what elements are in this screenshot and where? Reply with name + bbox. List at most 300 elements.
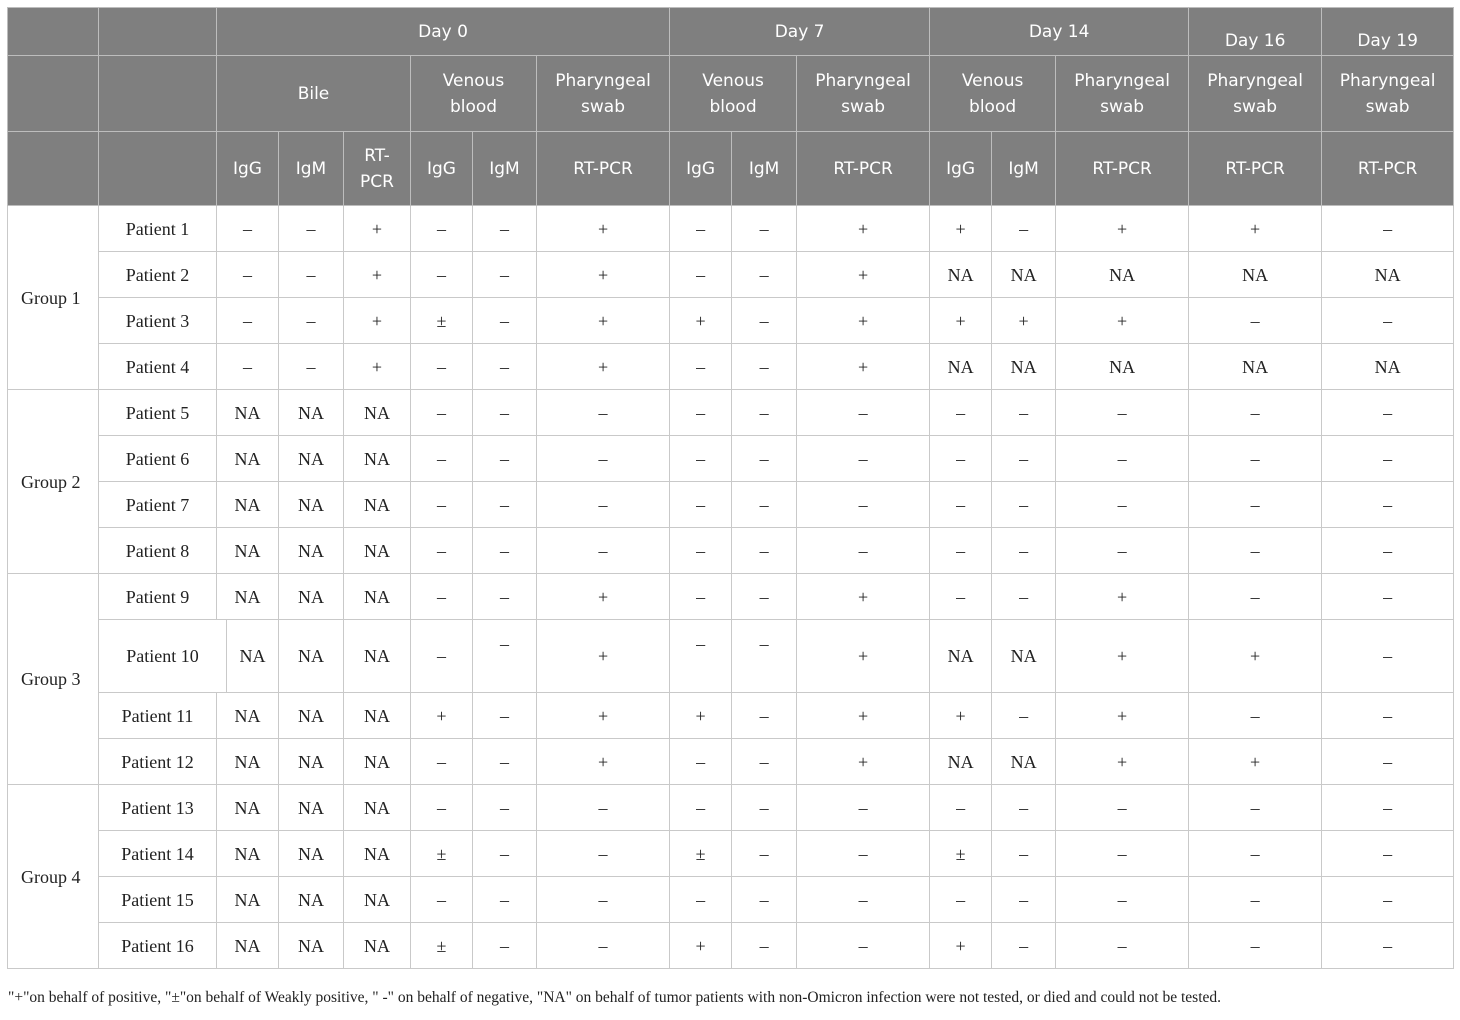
result-cell: – — [992, 923, 1056, 969]
result-cell: – — [732, 923, 797, 969]
result-cell: – — [217, 206, 279, 252]
result-cell: – — [732, 739, 797, 785]
result-cell: – — [992, 206, 1056, 252]
result-cell: – — [473, 739, 537, 785]
result-cell: + — [537, 739, 670, 785]
result-cell: – — [930, 877, 992, 923]
result-cell: – — [473, 693, 537, 739]
result-value: – — [759, 634, 769, 654]
result-cell: – — [1322, 923, 1454, 969]
result-cell: – — [473, 298, 537, 344]
result-cell: – — [797, 390, 930, 436]
result-cell: – — [1322, 831, 1454, 877]
result-cell: NA — [1189, 252, 1322, 298]
header-corner-patient-2 — [99, 56, 217, 132]
header-row-samples — [8, 56, 1454, 132]
result-cell: – — [992, 693, 1056, 739]
result-cell: – — [1189, 482, 1322, 528]
result-cell: NA — [217, 785, 279, 831]
table-body — [8, 206, 1454, 969]
header-sample-pharyngeal-swab: Pharyngeal swab — [797, 56, 930, 132]
patient-name: Patient 15 — [99, 877, 217, 923]
result-value: – — [696, 634, 706, 654]
table-row — [8, 252, 1454, 298]
table-row — [8, 693, 1454, 739]
result-cell: – — [473, 252, 537, 298]
result-cell: – — [1056, 831, 1189, 877]
header-sample-venous-blood: Venous blood — [930, 56, 1056, 132]
result-cell: + — [992, 298, 1056, 344]
result-cell: NA — [217, 739, 279, 785]
result-cell: – — [670, 785, 732, 831]
result-cell: + — [1056, 739, 1189, 785]
result-cell: + — [930, 923, 992, 969]
table-row — [8, 785, 1454, 831]
result-cell: – — [1322, 574, 1454, 620]
table-row — [8, 739, 1454, 785]
result-cell: – — [411, 877, 473, 923]
result-cell: – — [992, 482, 1056, 528]
result-cell: NA — [279, 574, 344, 620]
header-row-tests — [8, 132, 1454, 206]
result-cell: – — [473, 785, 537, 831]
header-corner-group — [8, 8, 99, 56]
result-cell: – — [411, 528, 473, 574]
patient-name: Patient 3 — [99, 298, 217, 344]
result-cell: – — [732, 528, 797, 574]
result-cell: NA — [279, 528, 344, 574]
header-test: IgM — [732, 132, 797, 206]
header-day-19: Day 19 — [1322, 8, 1454, 56]
result-cell: – — [670, 344, 732, 390]
result-cell: + — [797, 298, 930, 344]
table-row — [8, 528, 1454, 574]
result-cell: + — [1056, 693, 1189, 739]
result-cell: NA — [217, 574, 279, 620]
result-cell: – — [1189, 785, 1322, 831]
result-cell: – — [411, 574, 473, 620]
result-value: – — [500, 634, 509, 654]
result-cell: NA — [1056, 344, 1189, 390]
header-test: IgG — [217, 132, 279, 206]
result-cell: + — [797, 620, 930, 693]
result-cell: + — [1056, 206, 1189, 252]
result-cell: – — [537, 923, 670, 969]
result-cell: NA — [344, 877, 411, 923]
header-test: RT-PCR — [1322, 132, 1454, 206]
result-cell: – — [1189, 436, 1322, 482]
patient-name: Patient 11 — [99, 693, 217, 739]
header-sample-bile: Bile — [217, 56, 411, 132]
result-cell: – — [670, 252, 732, 298]
patient-name: Patient 14 — [99, 831, 217, 877]
patient-name: Patient 9 — [99, 574, 217, 620]
result-cell: – — [279, 206, 344, 252]
result-cell: NA — [344, 620, 411, 693]
group-label: Group 3 — [8, 574, 99, 785]
result-cell: – — [473, 528, 537, 574]
result-cell: + — [411, 693, 473, 739]
result-cell: – — [537, 436, 670, 482]
result-cell: + — [670, 298, 732, 344]
result-cell: + — [344, 206, 411, 252]
result-cell: – — [670, 436, 732, 482]
result-cell: – — [930, 785, 992, 831]
result-cell: – — [732, 252, 797, 298]
table-row — [8, 344, 1454, 390]
result-cell: – — [732, 877, 797, 923]
result-cell: ± — [411, 831, 473, 877]
result-cell: – — [411, 206, 473, 252]
result-cell: – — [732, 206, 797, 252]
result-cell: + — [1189, 206, 1322, 252]
patient-name: Patient 6 — [99, 436, 217, 482]
result-cell: – — [670, 390, 732, 436]
result-cell: NA — [279, 693, 344, 739]
table-row — [8, 574, 1454, 620]
header-test: RT-PCR — [1056, 132, 1189, 206]
result-cell: + — [344, 298, 411, 344]
result-cell: – — [1322, 436, 1454, 482]
result-cell: – — [992, 436, 1056, 482]
result-cell: NA — [1056, 252, 1189, 298]
result-cell: – — [1189, 877, 1322, 923]
result-cell: – — [537, 528, 670, 574]
result-cell: – — [473, 923, 537, 969]
result-cell: + — [1189, 620, 1322, 693]
result-cell: NA — [217, 877, 279, 923]
result-cell: + — [670, 693, 732, 739]
result-cell: – — [930, 390, 992, 436]
header-sample-venous-blood: Venous blood — [670, 56, 797, 132]
result-cell: NA — [217, 923, 279, 969]
result-cell: – — [537, 831, 670, 877]
group-label: Group 2 — [8, 390, 99, 574]
result-cell: – — [1322, 785, 1454, 831]
result-cell: – — [1322, 298, 1454, 344]
result-cell: – — [732, 436, 797, 482]
result-cell — [473, 620, 537, 693]
result-cell: – — [992, 574, 1056, 620]
result-cell: NA — [344, 390, 411, 436]
result-cell: NA — [217, 831, 279, 877]
result-cell: – — [797, 785, 930, 831]
result-cell: NA — [1189, 344, 1322, 390]
result-cell: ± — [670, 831, 732, 877]
result-cell: – — [992, 528, 1056, 574]
result-cell — [732, 620, 797, 693]
result-cell: NA — [226, 620, 278, 692]
result-cell: + — [537, 252, 670, 298]
result-cell: – — [1322, 739, 1454, 785]
result-cell: – — [992, 831, 1056, 877]
result-cell: NA — [344, 785, 411, 831]
header-test: IgM — [473, 132, 537, 206]
group-label: Group 1 — [8, 206, 99, 390]
table-row — [8, 831, 1454, 877]
table-row — [8, 436, 1454, 482]
result-cell: – — [217, 344, 279, 390]
patient-name: Patient 10 — [126, 646, 199, 666]
result-cell: – — [670, 739, 732, 785]
header-day-14: Day 14 — [930, 8, 1189, 56]
table-row — [8, 298, 1454, 344]
result-cell: – — [732, 298, 797, 344]
header-test: RT-PCR — [1189, 132, 1322, 206]
result-cell: – — [537, 482, 670, 528]
patient-name: Patient 8 — [99, 528, 217, 574]
header-day-0: Day 0 — [217, 8, 670, 56]
result-cell: NA — [217, 436, 279, 482]
header-test: RT-PCR — [797, 132, 930, 206]
patient-name: Patient 7 — [99, 482, 217, 528]
header-test: IgG — [411, 132, 473, 206]
result-cell: – — [1322, 206, 1454, 252]
result-cell: NA — [930, 620, 992, 693]
result-cell: + — [537, 206, 670, 252]
result-cell: – — [670, 574, 732, 620]
result-cell: – — [1056, 390, 1189, 436]
result-cell: – — [279, 298, 344, 344]
result-cell: + — [1056, 620, 1189, 693]
result-cell: + — [537, 693, 670, 739]
result-cell: – — [537, 877, 670, 923]
result-cell: – — [1189, 923, 1322, 969]
result-cell: – — [1189, 831, 1322, 877]
header-sample-pharyngeal-swab: Pharyngeal swab — [1322, 56, 1454, 132]
result-cell: + — [1056, 574, 1189, 620]
result-cell: NA — [344, 528, 411, 574]
result-cell: – — [1056, 877, 1189, 923]
footnote: "+"on behalf of positive, "±"on behalf of Weakly positive, " -" on behalf of negative, "NA" on behalf of tumor patients with non-Omicron infection were not tested, or died and could not be tested. — [8, 989, 1222, 1006]
header-corner-group-2 — [8, 56, 99, 132]
result-cell: NA — [1322, 252, 1454, 298]
table-row — [8, 877, 1454, 923]
result-cell: NA — [217, 693, 279, 739]
result-cell: – — [411, 344, 473, 390]
result-cell: – — [279, 252, 344, 298]
result-cell: NA — [344, 574, 411, 620]
result-cell: NA — [279, 785, 344, 831]
result-cell: NA — [930, 252, 992, 298]
result-cell: – — [732, 831, 797, 877]
result-cell: – — [930, 528, 992, 574]
result-cell: – — [797, 482, 930, 528]
result-cell: ± — [411, 923, 473, 969]
result-cell: NA — [279, 390, 344, 436]
result-cell: – — [1056, 785, 1189, 831]
result-cell: – — [411, 436, 473, 482]
result-cell: – — [537, 785, 670, 831]
header-sample-pharyngeal-swab: Pharyngeal swab — [1189, 56, 1322, 132]
result-cell: – — [279, 344, 344, 390]
result-cell: + — [1189, 739, 1322, 785]
result-cell: – — [411, 620, 473, 693]
patient-name: Patient 16 — [99, 923, 217, 969]
result-cell: – — [411, 785, 473, 831]
result-cell: – — [797, 923, 930, 969]
result-cell: – — [411, 390, 473, 436]
result-cell: – — [797, 436, 930, 482]
result-cell: + — [670, 923, 732, 969]
result-cell: – — [1322, 482, 1454, 528]
patient-name: Patient 2 — [99, 252, 217, 298]
result-cell: NA — [344, 923, 411, 969]
result-cell: + — [537, 574, 670, 620]
result-cell: – — [1322, 390, 1454, 436]
result-cell: NA — [217, 390, 279, 436]
result-cell: – — [1322, 620, 1454, 693]
result-cell: – — [1189, 574, 1322, 620]
result-cell: NA — [279, 620, 344, 693]
header-corner-patient-3 — [99, 132, 217, 206]
result-cell: – — [1056, 436, 1189, 482]
result-cell: – — [1189, 390, 1322, 436]
result-cell: + — [797, 693, 930, 739]
result-cell: – — [1322, 693, 1454, 739]
result-cell: NA — [279, 482, 344, 528]
result-cell: – — [473, 574, 537, 620]
result-cell: – — [473, 877, 537, 923]
result-cell: – — [1189, 528, 1322, 574]
result-cell: – — [217, 252, 279, 298]
result-cell: – — [1056, 528, 1189, 574]
result-cell: – — [411, 252, 473, 298]
result-cell: NA — [992, 252, 1056, 298]
result-cell: NA — [344, 831, 411, 877]
result-cell: – — [537, 390, 670, 436]
header-test: IgM — [279, 132, 344, 206]
table-row — [8, 390, 1454, 436]
result-cell: – — [797, 831, 930, 877]
result-cell — [670, 620, 732, 693]
header-sample-pharyngeal-swab: Pharyngeal swab — [537, 56, 670, 132]
header-test: RT-PCR — [344, 132, 411, 206]
result-cell: – — [473, 206, 537, 252]
result-cell: – — [473, 831, 537, 877]
patient-name: Patient 12 — [99, 739, 217, 785]
header-test: IgM — [992, 132, 1056, 206]
result-cell: + — [537, 620, 670, 693]
result-cell: – — [992, 877, 1056, 923]
result-cell: NA — [992, 620, 1056, 693]
result-cell: – — [797, 528, 930, 574]
table-row — [8, 620, 1454, 693]
result-cell: + — [930, 206, 992, 252]
result-cell: NA — [279, 739, 344, 785]
result-cell: NA — [279, 877, 344, 923]
result-cell: – — [411, 482, 473, 528]
result-cell: NA — [344, 693, 411, 739]
result-cell: NA — [992, 739, 1056, 785]
result-cell: – — [992, 785, 1056, 831]
result-cell: ± — [411, 298, 473, 344]
result-cell: – — [732, 574, 797, 620]
header-row-days — [8, 8, 1454, 56]
patient-name: Patient 1 — [99, 206, 217, 252]
result-cell: NA — [1322, 344, 1454, 390]
result-cell: – — [411, 739, 473, 785]
result-cell: + — [797, 206, 930, 252]
result-cell: – — [930, 574, 992, 620]
result-cell: – — [992, 390, 1056, 436]
result-cell: – — [670, 482, 732, 528]
result-cell: – — [1056, 482, 1189, 528]
result-cell: – — [217, 298, 279, 344]
result-cell: – — [473, 390, 537, 436]
header-day-7: Day 7 — [670, 8, 930, 56]
header-test: IgG — [930, 132, 992, 206]
result-cell: + — [930, 298, 992, 344]
result-cell: + — [797, 739, 930, 785]
header-corner-group-3 — [8, 132, 99, 206]
result-cell: ± — [930, 831, 992, 877]
result-cell: + — [1056, 298, 1189, 344]
header-test: RT-PCR — [537, 132, 670, 206]
header-test: IgG — [670, 132, 732, 206]
result-cell: + — [344, 252, 411, 298]
result-cell: – — [732, 390, 797, 436]
header-corner-patient — [99, 8, 217, 56]
header-sample-pharyngeal-swab: Pharyngeal swab — [1056, 56, 1189, 132]
header-sample-venous-blood: Venous blood — [411, 56, 537, 132]
header-day-16: Day 16 — [1189, 8, 1322, 56]
result-cell: + — [797, 252, 930, 298]
result-cell: NA — [217, 528, 279, 574]
group-label: Group 4 — [8, 785, 99, 969]
result-cell: – — [473, 344, 537, 390]
result-cell: – — [930, 482, 992, 528]
result-cell: – — [1189, 298, 1322, 344]
result-cell: + — [930, 693, 992, 739]
result-cell: – — [473, 482, 537, 528]
result-cell: NA — [344, 739, 411, 785]
result-cell: – — [1322, 528, 1454, 574]
result-cell: NA — [217, 482, 279, 528]
result-cell: NA — [992, 344, 1056, 390]
patient-cell-split — [99, 620, 279, 693]
results-table — [7, 7, 1454, 969]
patient-name: Patient 5 — [99, 390, 217, 436]
result-cell: NA — [930, 739, 992, 785]
result-cell: – — [1322, 877, 1454, 923]
result-cell: + — [537, 344, 670, 390]
table-row — [8, 482, 1454, 528]
result-cell: NA — [279, 923, 344, 969]
result-cell: NA — [279, 436, 344, 482]
result-cell: – — [1189, 693, 1322, 739]
table-row — [8, 923, 1454, 969]
patient-name: Patient 4 — [99, 344, 217, 390]
result-cell: + — [797, 344, 930, 390]
result-cell: NA — [930, 344, 992, 390]
result-cell: – — [732, 482, 797, 528]
result-cell: – — [670, 528, 732, 574]
result-cell: – — [732, 785, 797, 831]
result-cell: – — [1056, 923, 1189, 969]
result-cell: + — [797, 574, 930, 620]
result-cell: – — [670, 206, 732, 252]
result-cell: NA — [344, 482, 411, 528]
result-cell: NA — [279, 831, 344, 877]
result-cell: + — [344, 344, 411, 390]
result-cell: – — [732, 344, 797, 390]
result-cell: + — [537, 298, 670, 344]
result-cell: – — [797, 877, 930, 923]
table-row — [8, 206, 1454, 252]
result-cell: NA — [344, 436, 411, 482]
patient-name: Patient 13 — [99, 785, 217, 831]
